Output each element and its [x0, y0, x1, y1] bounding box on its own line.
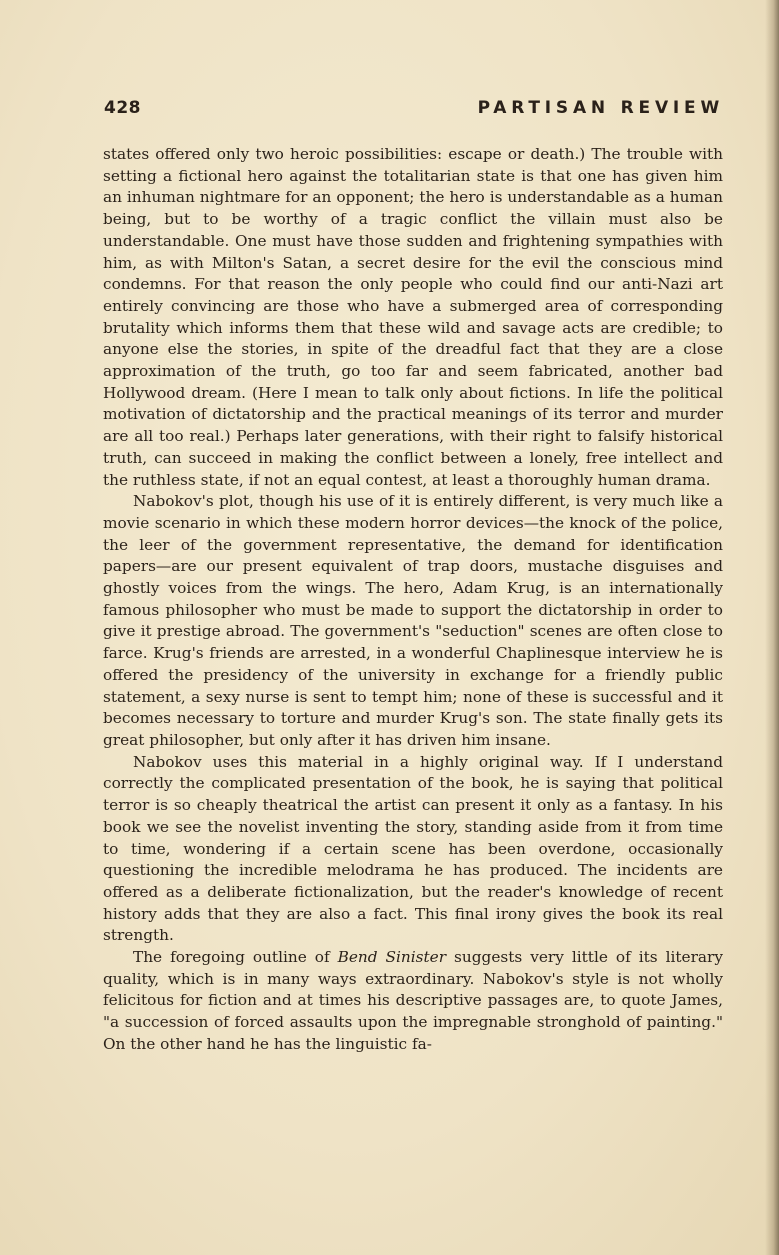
- page-edge-shadow: [765, 0, 779, 1255]
- paragraph-2: Nabokov's plot, though his use of it is entirely different, is very much like a movie scenario in which these modern horror devices—the knock of the police, the leer of the government representative, the demand for identification papers—are our present equivalent of trap doors, mustache disguises and ghostly voices from the wings. The hero, Adam Krug, is an internationally famous philosopher who must be made to support the dictatorship in order to give it prestige abroad. The government's "seduction" scenes are often close to farce. Krug's friends are arrested, in a wonderful Chaplinesque interview he is offered the presidency of the university in exchange for a friendly public statement, a sexy nurse is sent to tempt him; none of these is successful and it becomes necessary to torture and murder Krug's son. The state finally gets its great philosopher, but only after it has driven him insane.: [103, 492, 723, 749]
- running-title: PARTISAN REVIEW: [477, 98, 724, 118]
- paragraph-4-lead: The foregoing outline of: [133, 948, 338, 967]
- book-title: Bend Sinister: [337, 948, 447, 967]
- page-header: [104, 98, 724, 124]
- paragraph-3: Nabokov uses this material in a highly original way. If I understand correctly the complicated presentation of the book, he is saying that political terror is so cheaply theatrical the artist can present it only as a fantasy. In his book we see the novelist inventing the story, standing aside from it from time to time, wondering if a certain scene has been overdone, occasionally questioning the incredible melodrama he has produced. The incidents are offered as a deliberate fictionalization, but the reader's knowledge of recent history adds that they are also a fact. This final irony gives the book its real strength.: [103, 752, 723, 945]
- paragraph-4: [103, 947, 723, 1056]
- paragraph-4-rest: suggests very little of its literary quality, which is in many ways extraordinary. Nabokov's style is not wholly felicitous for fiction and at times his descriptive passages are, to quote James, "a succession of forced assaults upon the impregnable stronghold of painting." On the other hand he has the linguistic fa-: [103, 948, 723, 1053]
- article-body: [103, 144, 723, 1056]
- page-number: 428: [104, 98, 141, 118]
- paragraph-1: states offered only two heroic possibilities: escape or death.) The trouble with setting a fictional hero against the totalitarian state is that one has given him an inhuman nightmare for an opponent; the hero is understandable as a human being, but to be worthy of a tragic conflict the villain must also be understandable. One must have those sudden and frightening sympathies with him, as with Milton's Satan, a secret desire for the evil the conscious mind condemns. For that reason the only people who could find our anti-Nazi art entirely convincing are those who have a submerged area of corresponding brutality which informs them that these wild and savage acts are credible; to anyone else the stories, in spite of the dreadful fact that they are a close approximation of the truth, go too far and seem fabricated, another bad Hollywood dream. (Here I mean to talk only about fictions. In life the political motivation of dictatorship and the practical meanings of its terror and murder are all too real.) Perhaps later generations, with their right to falsify historical truth, can succeed in making the conflict between a lonely, free intellect and the ruthless state, if not an equal contest, at least a thoroughly human drama.: [103, 145, 723, 489]
